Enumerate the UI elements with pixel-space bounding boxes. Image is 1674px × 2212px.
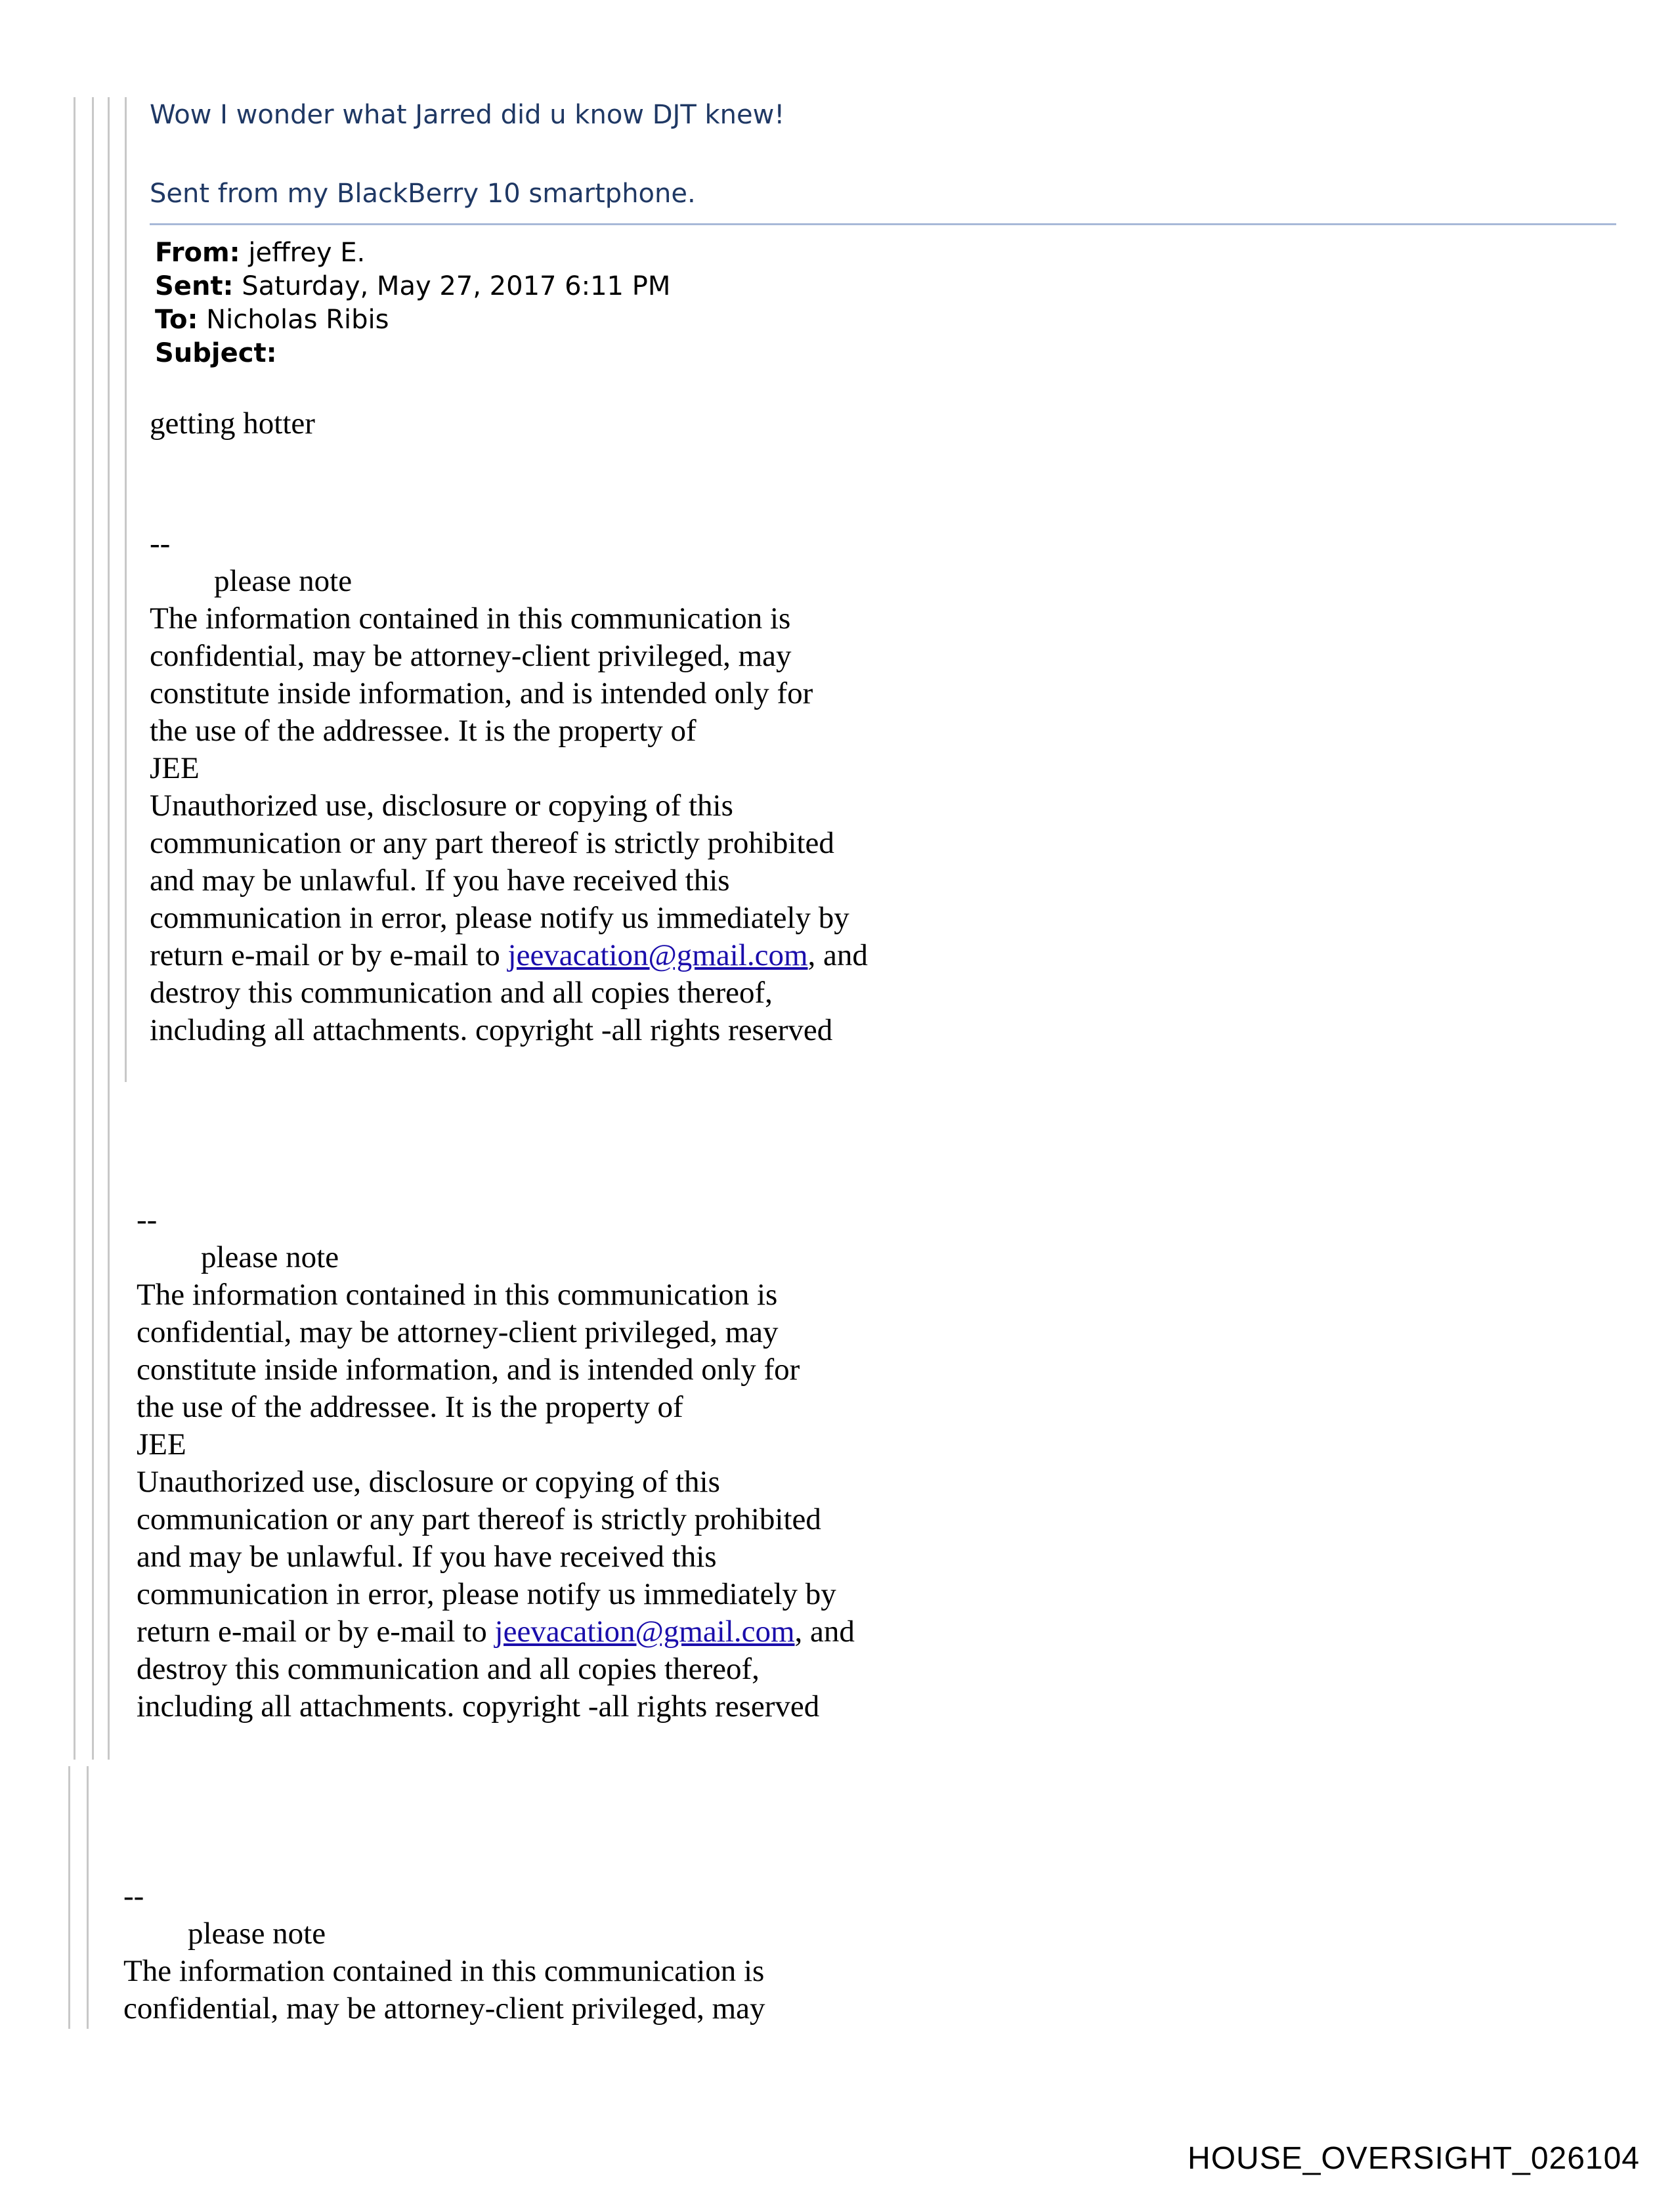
- disclaimer-line: communication or any part thereof is strictly prohibited: [150, 826, 834, 860]
- disclaimer-dash: --: [123, 1879, 144, 1913]
- disclaimer-line: including all attachments. copyright -all rights reserved: [150, 1013, 833, 1047]
- disclaimer-line: communication in error, please notify us immediately by: [150, 901, 849, 935]
- from-label: From:: [155, 238, 240, 268]
- disclaimer-note: please note: [201, 1240, 339, 1274]
- disclaimer-block: [150, 525, 868, 1049]
- sent-value: Saturday, May 27, 2017 6:11 PM: [242, 271, 671, 301]
- disclaimer-line: and may be unlawful. If you have received this: [150, 863, 730, 898]
- quote-bar: [68, 1766, 70, 2029]
- subject-row: [155, 337, 670, 370]
- sent-row: [155, 270, 670, 303]
- disclaimer-line: confidential, may be attorney-client privileged, may: [123, 1991, 765, 2026]
- to-value: Nicholas Ribis: [206, 305, 389, 335]
- email-body: getting hotter: [150, 406, 315, 441]
- disclaimer-block: [123, 1878, 765, 2028]
- disclaimer-line: constitute inside information, and is intended only for: [150, 676, 813, 710]
- subject-label: Subject:: [155, 338, 277, 368]
- disclaimer-line: return e-mail or by e-mail to jeevacation@gmail.com, and: [137, 1615, 855, 1649]
- disclaimer-line: return e-mail or by e-mail to jeevacation@gmail.com, and: [150, 938, 868, 972]
- disclaimer-line: and may be unlawful. If you have received this: [137, 1540, 717, 1574]
- from-value: jeffrey E.: [248, 238, 366, 268]
- quote-bar: [108, 97, 110, 1760]
- disclaimer-note: please note: [188, 1917, 326, 1951]
- disclaimer-line: confidential, may be attorney-client privileged, may: [137, 1315, 779, 1349]
- disclaimer-line: The information contained in this communication is: [123, 1954, 765, 1988]
- bates-number: HOUSE_OVERSIGHT_026104: [1188, 2141, 1640, 2176]
- quote-bar: [92, 97, 94, 1760]
- disclaimer-line: Unauthorized use, disclosure or copying of this: [150, 789, 733, 823]
- disclaimer-line: destroy this communication and all copies thereof,: [150, 976, 773, 1010]
- email-link[interactable]: jeevacation@gmail.com: [494, 1615, 795, 1649]
- sent-from-signature: Sent from my BlackBerry 10 smartphone.: [150, 179, 696, 209]
- disclaimer-line: destroy this communication and all copies thereof,: [137, 1652, 760, 1686]
- disclaimer-note: please note: [214, 564, 353, 598]
- email-link[interactable]: jeevacation@gmail.com: [507, 938, 808, 972]
- disclaimer-line: confidential, may be attorney-client privileged, may: [150, 639, 792, 673]
- disclaimer-line: constitute inside information, and is intended only for: [137, 1353, 800, 1387]
- disclaimer-line: The information contained in this communication is: [137, 1278, 778, 1312]
- disclaimer-line: Unauthorized use, disclosure or copying of this: [137, 1465, 720, 1499]
- disclaimer-line: communication or any part thereof is strictly prohibited: [137, 1502, 821, 1536]
- to-label: To:: [155, 305, 198, 335]
- to-row: [155, 303, 670, 337]
- quote-bar: [74, 97, 75, 1760]
- disclaimer-dash: --: [137, 1203, 158, 1237]
- disclaimer-line: communication in error, please notify us immediately by: [137, 1577, 836, 1611]
- disclaimer-block: [137, 1202, 855, 1725]
- quote-bar: [87, 1766, 89, 2029]
- disclaimer-dash: --: [150, 527, 171, 561]
- disclaimer-line: JEE: [150, 751, 200, 785]
- sent-label: Sent:: [155, 271, 234, 301]
- email-header: [155, 236, 670, 370]
- disclaimer-line: including all attachments. copyright -all rights reserved: [137, 1689, 820, 1724]
- message-line: Wow I wonder what Jarred did u know DJT knew!: [150, 100, 785, 130]
- from-row: [155, 236, 670, 270]
- disclaimer-line: The information contained in this communication is: [150, 601, 791, 636]
- quote-bar: [125, 97, 127, 1082]
- header-divider: [150, 223, 1616, 225]
- disclaimer-line: JEE: [137, 1427, 186, 1462]
- disclaimer-line: the use of the addressee. It is the property of: [150, 714, 697, 748]
- disclaimer-line: the use of the addressee. It is the property of: [137, 1390, 683, 1424]
